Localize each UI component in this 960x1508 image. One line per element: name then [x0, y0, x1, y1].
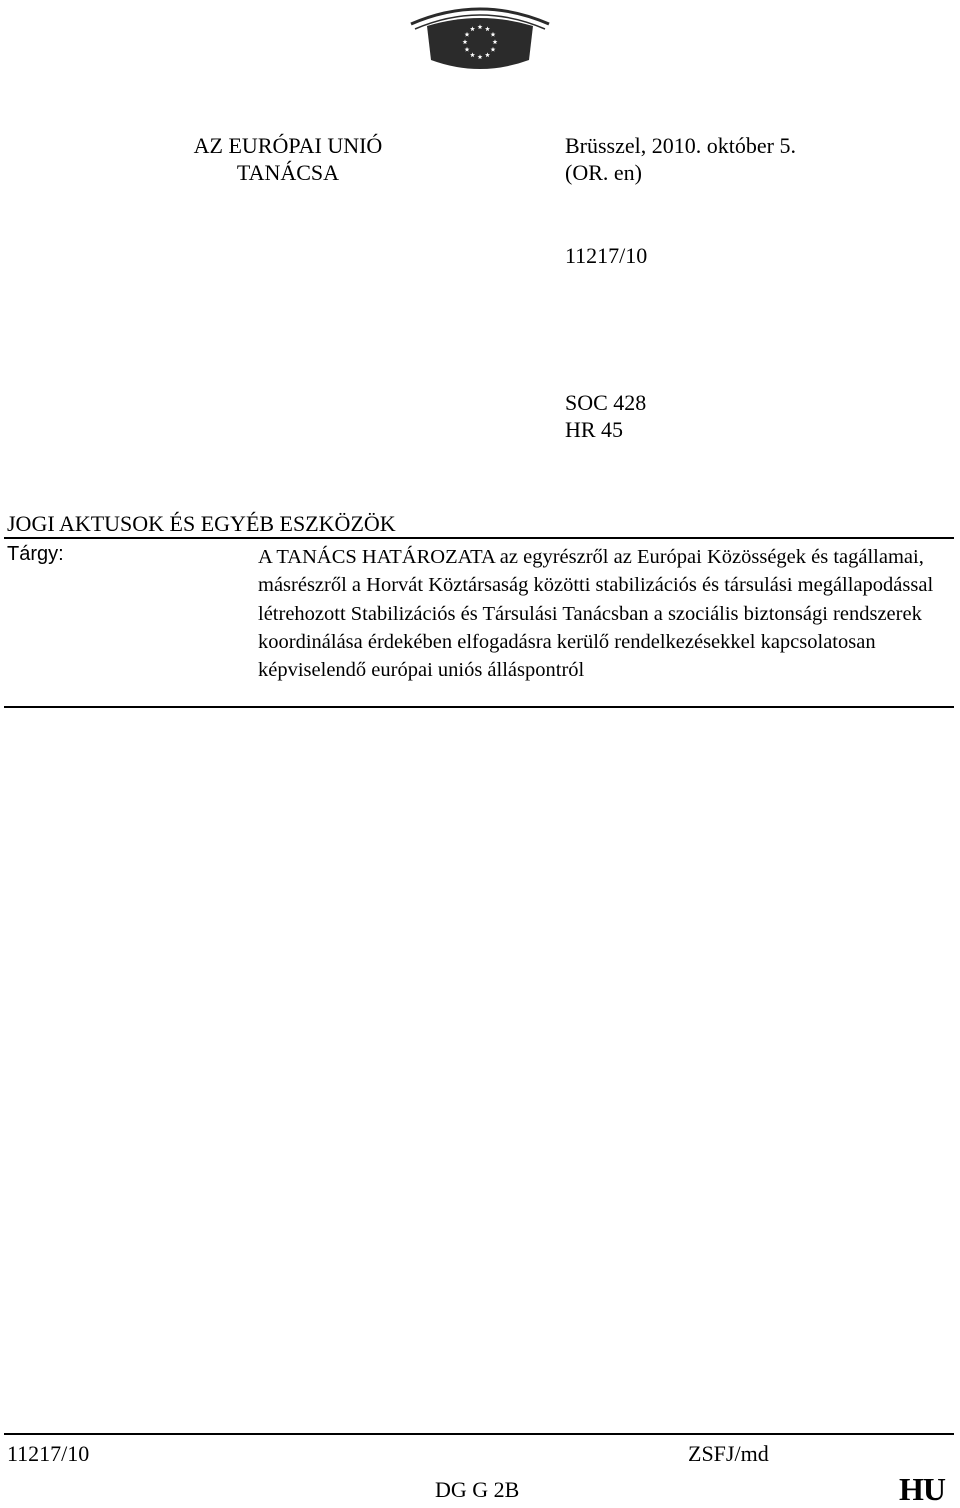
subject-top-rule	[4, 537, 954, 539]
place-and-date-block	[565, 132, 796, 186]
institution-line-1: AZ EURÓPAI UNIÓ	[193, 133, 383, 158]
language-code: HU	[899, 1471, 945, 1507]
subject-bottom-rule	[4, 706, 954, 708]
footer-reference: ZSFJ/md	[688, 1441, 769, 1466]
footer-document-number: 11217/10	[7, 1441, 90, 1466]
council-emblem-icon	[409, 2, 551, 83]
institution-line-2: TANÁCSA	[236, 160, 340, 185]
classification-code: HR 45	[565, 417, 624, 442]
subject-label: Tárgy:	[7, 543, 64, 565]
section-heading: JOGI AKTUSOK ÉS EGYÉB ESZKÖZÖK	[7, 511, 396, 536]
classification-codes	[565, 389, 646, 443]
place-date: Brüsszel, 2010. október 5.	[565, 133, 796, 158]
footer-directorate: DG G 2B	[435, 1477, 520, 1502]
classification-code: SOC 428	[565, 390, 647, 415]
institution-name	[180, 132, 396, 186]
subject-text: A TANÁCS HATÁROZATA az egyrészről az Európai Közösségek és tagállamai, másrészről a Horvát Köztársaság közötti stabilizációs és társulási megállapodással létrehozott Stabilizációs és Társulási Tanácsban a szociális biztonsági rendszerek koordinálása érdekében elfogadásra kerülő rendelkezésekkel kapcsolatosan képviselendő európai uniós álláspontról	[258, 546, 934, 682]
document-number: 11217/10	[565, 243, 648, 268]
original-language: (OR. en)	[565, 160, 642, 185]
footer-rule	[4, 1433, 954, 1435]
